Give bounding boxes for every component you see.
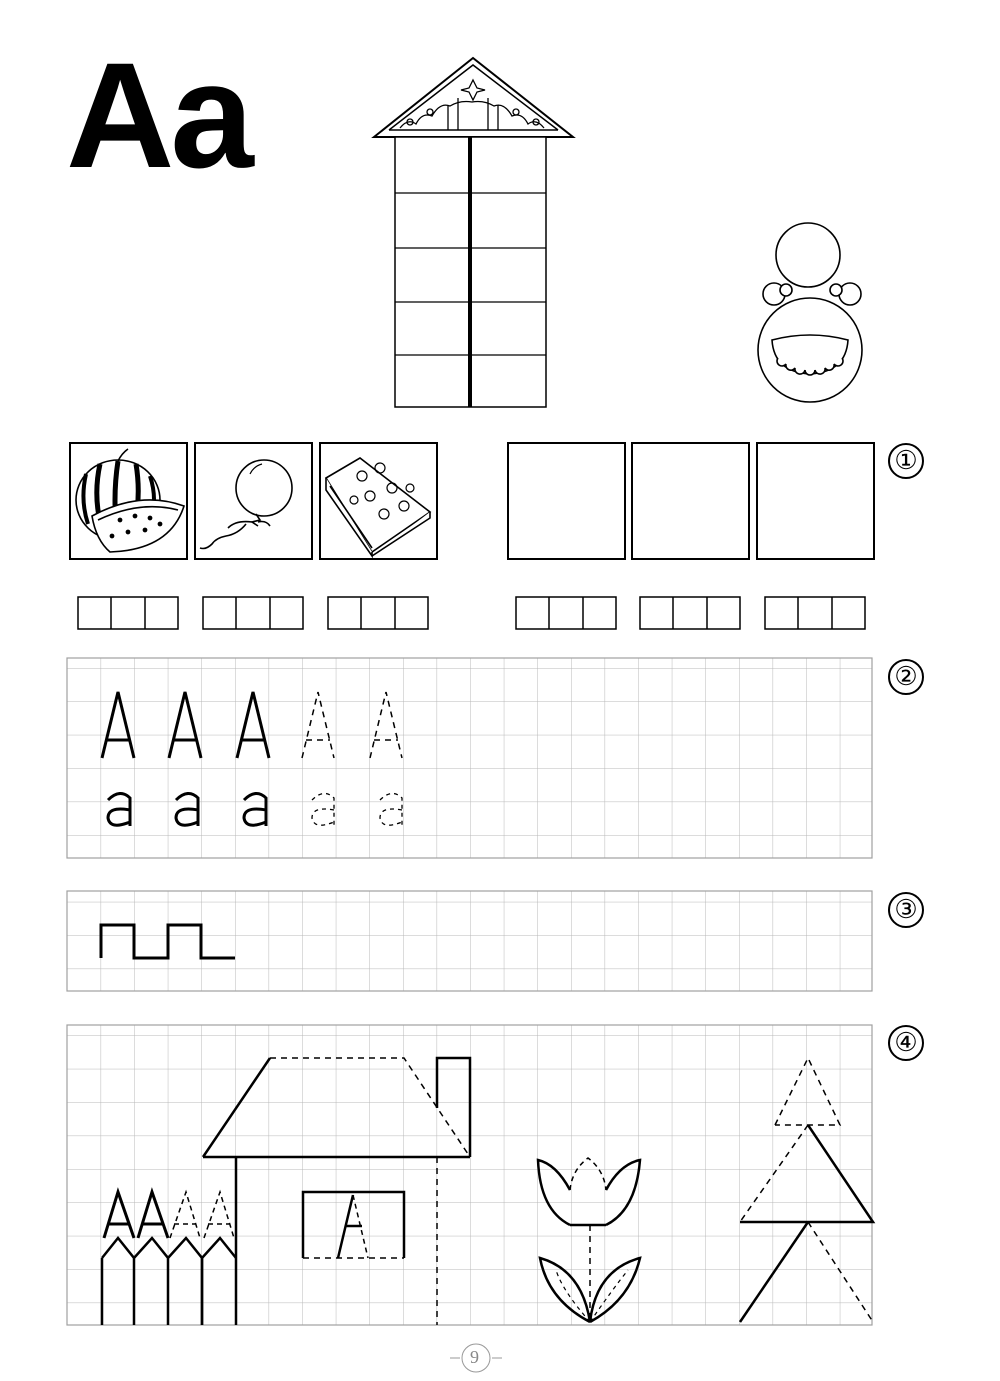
sound-schemes [78,597,865,629]
grid-exercise-3 [67,891,872,991]
exercise-number-4: ④ [888,1025,924,1061]
letter-house [374,58,573,407]
exercise-number-3: ③ [888,892,924,928]
round-creature-icon [758,223,862,402]
page-number: 9 [470,1347,479,1367]
grid-exercise-2 [67,658,872,858]
empty-picture-box-2 [632,443,749,559]
exercise-number-1: ① [888,443,924,479]
page-title-letters: Aa [66,31,250,199]
empty-picture-box-1 [508,443,625,559]
empty-picture-box-3 [757,443,874,559]
exercise-number-2: ② [888,659,924,695]
